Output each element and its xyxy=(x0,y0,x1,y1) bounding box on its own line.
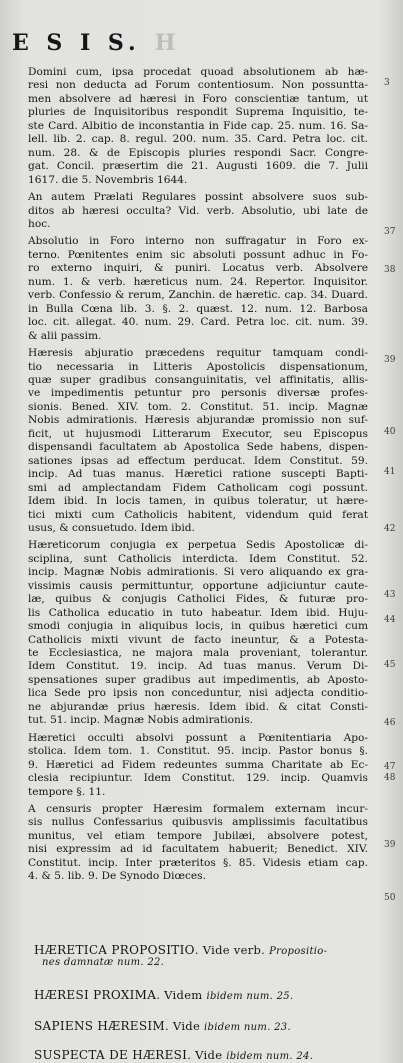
text-line: sionis. Bened. XIV. tom. 2. Constitut. 51. incip. Magnæ xyxy=(28,400,368,413)
entry-italic-reference: Propositio- xyxy=(269,946,328,957)
margin-number: 38 xyxy=(384,265,396,275)
text-line: men absolvere ad hæresi in Foro conscientiæ tantum, ut xyxy=(28,92,368,105)
text-line: pluries de Inquisitoribus respondit Suprema Inquisitio, te- xyxy=(28,106,368,119)
text-line: gat. Concil. præsertim die 21. Augusti 1609. die 7. Julii xyxy=(28,160,368,173)
text-line: tempore §. 11. xyxy=(28,785,106,798)
text-line: An autem Prælati Regulares possint absolvere suos sub- xyxy=(28,191,368,204)
entry-heading: SAPIENS HÆRESIM xyxy=(34,1019,166,1033)
entry-reference: . Videm xyxy=(156,988,203,1002)
text-line: Hæretici occulti absolvi possunt a Pœnitentiaria Apo- xyxy=(28,731,368,744)
margin-number: 47 xyxy=(384,762,396,772)
text-line: 1617. die 5. Novembris 1644. xyxy=(28,173,188,186)
text-line: ficit, ut hujusmodi Litterarum Executor, seu Episcopus xyxy=(28,427,368,440)
text-line: Idem Constitut. 19. incip. Ad tuas manus. Verum Di- xyxy=(28,660,368,673)
entry-heading: HÆRESI PROXIMA xyxy=(34,988,157,1002)
margin-number: 46 xyxy=(384,718,396,728)
entry-continuation: nes damnatæ num. 22. xyxy=(42,957,165,968)
margin-number: 50 xyxy=(384,893,396,903)
entry-heading: HÆRETICA PROPOSITIO xyxy=(34,943,195,957)
paragraph xyxy=(14,803,368,884)
index-entry xyxy=(34,1048,374,1062)
text-line: incip. Magnæ Nobis admirationis. Si vero aliquando ex gra- xyxy=(28,566,368,579)
entry-reference: . Vide verb. xyxy=(194,943,266,957)
text-line: clesia recipiuntur. Idem Constitut. 129. incip. Quamvis xyxy=(28,772,368,785)
text-line: Hæresis abjuratio præcedens requitur tamquam condi- xyxy=(28,347,368,360)
text-line: smodi conjugia in aliquibus locis, in quibus hæretici cum xyxy=(28,620,368,633)
text-line: læ, quibus & conjugis Catholici Fides, & futuræ pro- xyxy=(28,593,368,606)
body-text xyxy=(14,66,368,886)
page-header xyxy=(12,30,180,56)
text-line: Absolutio in Foro interno non suffragatur in Foro ex- xyxy=(28,235,368,248)
text-line: Catholicis mixti vivunt de facto ineuntur, & a Potesta- xyxy=(28,633,368,646)
text-line: resi non deducta ad Forum contentiosum. Non possuntta- xyxy=(28,79,368,92)
entry-heading: SUSPECTA DE HÆRESI xyxy=(34,1048,188,1062)
text-line: ne abjurandæ prius hæresis. Idem ibid. & citat Consti- xyxy=(28,700,368,713)
text-line: Constitut. incip. Inter præteritos §. 85. Videsis etiam cap. xyxy=(28,856,368,869)
text-line: num. 28. & de Episcopis pluries respondi Sacr. Congre- xyxy=(28,146,368,159)
entry-italic-reference: ibidem num. 25. xyxy=(206,991,294,1002)
text-line: sciplina, sunt Catholicis interdicta. Idem Constitut. 52. xyxy=(28,552,368,565)
text-line: ve impedimentis petuntur pro personis diversæ profes- xyxy=(28,387,368,400)
text-line: vissimis causis permittuntur, opportune adjiciuntur caute- xyxy=(28,579,368,592)
text-line: stolica. Idem tom. 1. Constitut. 95. incip. Pastor bonus §. xyxy=(28,745,368,758)
header-title: E S I S. xyxy=(12,30,141,56)
text-line: incip. Ad tuas manus. Hæretici ratione suscepti Bapti- xyxy=(28,468,368,481)
paragraph xyxy=(14,347,368,535)
text-line: quæ super gradibus consanguinitatis, vel affinitatis, allis- xyxy=(28,373,368,386)
text-line: Nobis admirationis. Hæresis abjurandæ promissio non suf- xyxy=(28,414,368,427)
text-line: usus, & consuetudo. Idem ibid. xyxy=(28,521,195,534)
margin-number: 39 xyxy=(384,355,396,365)
margin-number: 3 xyxy=(384,78,390,88)
text-line: spensationes super gradibus aut impedimentis, ab Aposto- xyxy=(28,673,368,686)
entry-italic-reference: ibidem num. 23. xyxy=(204,1022,291,1033)
text-line: Domini cum, ipsa procedat quoad absolutionem ab hæ- xyxy=(28,66,368,78)
index-entry xyxy=(34,988,374,1002)
text-line: munitus, vel etiam tempore Jubilæi, absolvere potest, xyxy=(28,829,368,842)
margin-number: 40 xyxy=(384,427,396,437)
text-line: lell. lib. 2. cap. 8. regul. 200. num. 35. Card. Petra loc. cit. xyxy=(28,133,368,146)
margin-number: 39 xyxy=(384,840,396,850)
text-line: te Ecclesiastica, ne majora mala proveniant, tolerantur. xyxy=(28,647,368,660)
text-line: & alii passim. xyxy=(28,329,102,342)
text-line: Hæreticorum conjugia ex perpetua Sedis Apostolicæ di- xyxy=(28,539,368,552)
margin-number: 43 xyxy=(384,590,396,600)
paragraph xyxy=(14,235,368,343)
text-line: ditos ab hæresi occulta? Vid. verb. Absolutio, ubi late de xyxy=(28,204,368,217)
text-line: in Bulla Cœna lib. 3. §. 2. quæst. 12. num. 12. Barbosa xyxy=(28,302,368,315)
text-line: hoc. xyxy=(28,217,51,230)
margin-number: 44 xyxy=(384,615,396,625)
text-line: terno. Pœnitentes enim sic absoluti possunt adhuc in Fo- xyxy=(28,248,368,261)
text-line: num. 1. & verb. hæreticus num. 24. Repertor. Inquisitor. xyxy=(28,275,368,288)
text-line: sis nullus Confessarius quibusvis amplissimis facultatibus xyxy=(28,816,368,829)
text-line: ste Card. Albitio de inconstantia in Fide cap. 25. num. 16. Sa- xyxy=(28,119,368,132)
paragraph xyxy=(14,732,368,799)
text-line: loc. cit. allegat. 40. num. 29. Card. Petra loc. cit. num. 39. xyxy=(28,316,368,329)
text-line: lica Sede pro ipsis non conceduntur, nisi adjecta conditio- xyxy=(28,687,368,700)
text-line: verb. Confessio & rerum, Zanchin. de hæretic. cap. 34. Duard. xyxy=(28,289,368,302)
entry-italic-reference: ibidem num. 24. xyxy=(226,1051,314,1062)
text-line: lis Catholica educatio in tuto habeatur. Idem ibid. Huju- xyxy=(28,606,368,619)
text-line: tut. 51. incip. Magnæ Nobis admirationis. xyxy=(28,714,253,727)
text-line: Idem ibid. In locis tamen, in quibus toleratur, ut hære- xyxy=(28,495,368,508)
margin-number: 45 xyxy=(384,660,396,670)
entry-reference: . Vide xyxy=(187,1048,223,1062)
text-line: A censuris propter Hæresim formalem externam incur- xyxy=(28,803,368,816)
text-line: smi ad amplectandam Fidem Catholicam cogi possunt. xyxy=(28,481,368,494)
text-line: dispensandi facultatem ab Apostolica Sede habens, dispen- xyxy=(28,441,368,454)
index-entry xyxy=(34,1019,374,1033)
text-line: tio necessaria in Litteris Apostolicis dispensationum, xyxy=(28,360,368,373)
header-ghost-letter: H xyxy=(154,30,181,56)
text-line: ro externo inquiri, & puniri. Locatus verb. Absolvere xyxy=(28,262,368,275)
margin-number: 41 xyxy=(384,467,396,477)
margin-number: 42 xyxy=(384,524,396,534)
text-line: nisi expressim ad id facultatem habuerit; Benedict. XIV. xyxy=(28,843,368,856)
index-entry xyxy=(34,943,374,968)
text-line: 4. & 5. lib. 9. De Synodo Diœces. xyxy=(28,870,206,883)
text-line: tici mixti cum Catholicis habitent, videndum quid ferat xyxy=(28,508,368,521)
margin-number: 48 xyxy=(384,773,396,783)
margin-number: 37 xyxy=(384,227,396,237)
paragraph xyxy=(14,539,368,727)
entry-reference: . Vide xyxy=(165,1019,201,1033)
text-line: 9. Hæretici ad Fidem redeuntes summa Charitate ab Ec- xyxy=(28,758,368,771)
paragraph xyxy=(14,191,368,231)
paragraph xyxy=(14,66,368,187)
text-line: sationes ipsas ad effectum perducat. Idem Constitut. 59. xyxy=(28,454,368,467)
